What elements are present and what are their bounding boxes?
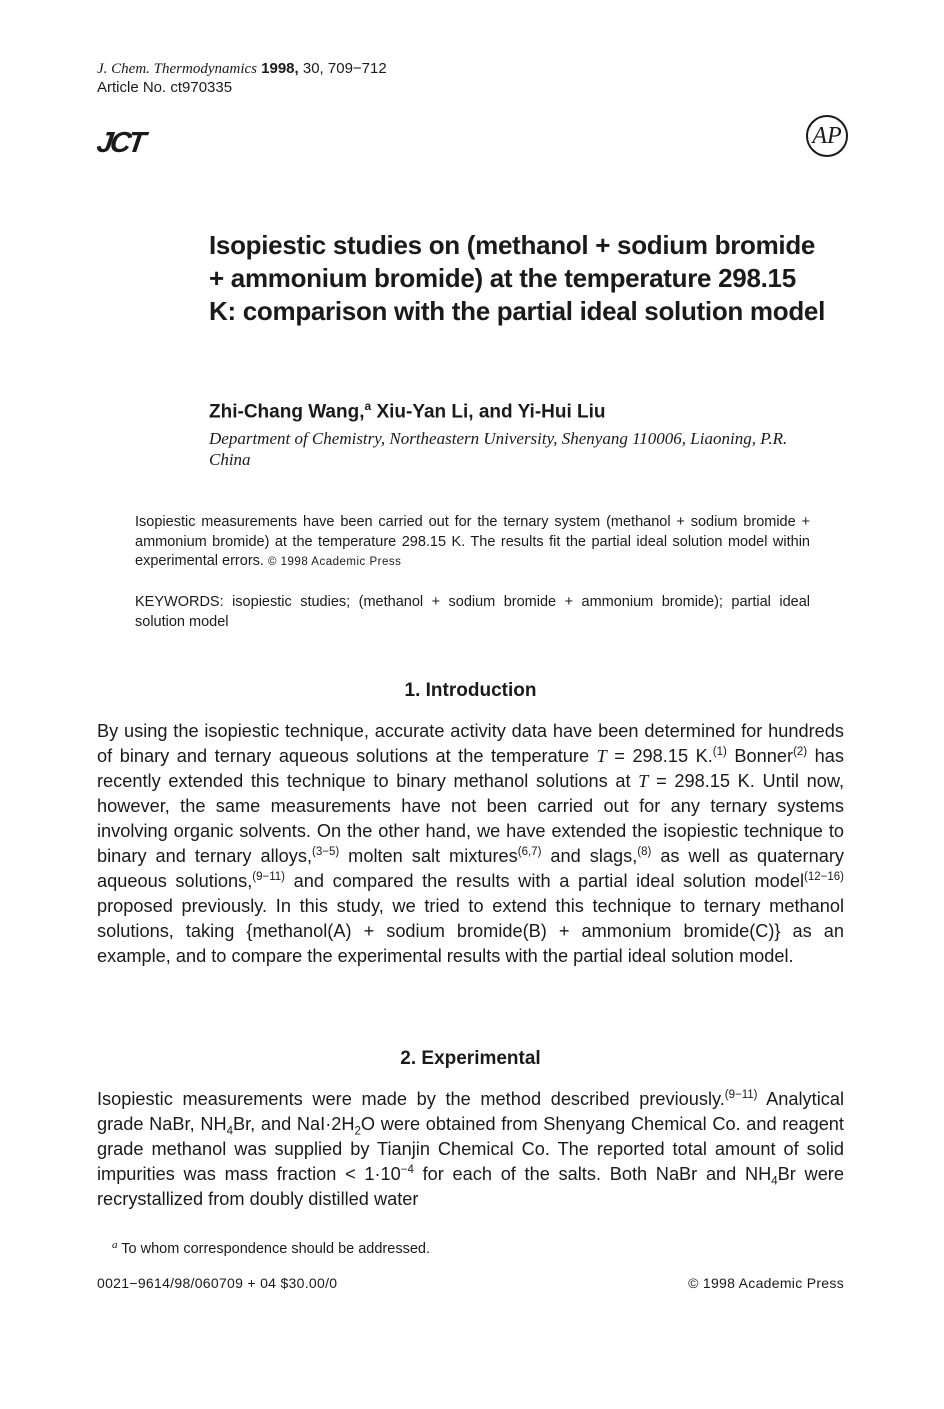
journal-citation bbox=[97, 59, 387, 79]
keywords: KEYWORDS: isopiestic studies; (methanol + sodium bromide + ammonium bromide); partial ideal solution model bbox=[135, 594, 810, 630]
subscript: 4 bbox=[771, 1175, 778, 1188]
author-names-rest: Xiu-Yan Li, and Yi-Hui Liu bbox=[371, 401, 606, 423]
affiliation: Department of Chemistry, Northeastern University, Shenyang 110006, Liaoning, P.R. China bbox=[209, 429, 788, 469]
journal-year: 1998, bbox=[261, 60, 299, 77]
text-run: Bonner bbox=[726, 746, 794, 766]
text-run: By using the isopiestic technique, accurate activity data have been determined for hundreds of binary and ternary aqueous solutions at the temperature bbox=[97, 721, 844, 766]
paper-title: Isopiestic studies on (methanol + sodium bromide + ammonium bromide) at the temperature 298.15 K: comparison with the partial ideal solution model bbox=[209, 230, 825, 326]
subscript: 4 bbox=[226, 1125, 233, 1138]
subscript: 2 bbox=[354, 1125, 361, 1138]
section-heading-introduction: 1. Introduction bbox=[404, 680, 537, 701]
footer-copyright: © 1998 Academic Press bbox=[688, 1275, 844, 1291]
text-run: O were obtained from Shenyang Chemical Co. and reagent grade methanol was supplied by Tianjin Chemical Co. The reported total amount of solid impurities was mass fraction < 1·10 bbox=[97, 1114, 844, 1184]
citation: (6,7) bbox=[517, 845, 542, 858]
text-run: for each of the salts. Both NaBr and NH bbox=[413, 1164, 772, 1184]
superscript: −4 bbox=[400, 1163, 414, 1176]
text-run: and compared the results with a partial ideal solution model bbox=[284, 871, 805, 891]
experimental-paragraph bbox=[97, 1087, 844, 1212]
abstract bbox=[135, 513, 810, 573]
introduction-paragraph bbox=[97, 719, 844, 969]
citation: (12−16) bbox=[804, 870, 844, 883]
citation: (1) bbox=[712, 745, 727, 758]
text-run: Br, and NaI·2H bbox=[233, 1114, 355, 1134]
academic-press-logo: AP bbox=[806, 115, 848, 157]
text-run: = 298.15 K. Until now, however, the same measurements have not been carried out for any ternary systems involving organic solvents. On the other hand, we have extended the isopiestic technique to binary and ternary alloys, bbox=[97, 771, 845, 866]
footnote-mark: a bbox=[112, 1239, 118, 1251]
citation: (2) bbox=[793, 745, 808, 758]
footer-issn-price: 0021−9614/98/060709 + 04 $30.00/0 bbox=[97, 1275, 338, 1291]
footnote bbox=[112, 1236, 430, 1259]
text-run: has recently extended this technique to binary methanol solutions at bbox=[97, 746, 844, 791]
journal-volume-pages: 30, 709−712 bbox=[298, 60, 387, 77]
author-name: Zhi-Chang Wang, bbox=[209, 401, 365, 423]
text-run: molten salt mixtures bbox=[339, 846, 518, 866]
journal-name: J. Chem. Thermodynamics bbox=[97, 61, 257, 77]
citation: (9−11) bbox=[252, 870, 285, 883]
jct-logo: JCT bbox=[94, 127, 146, 159]
footnote-text: To whom correspondence should be addressed. bbox=[117, 1241, 430, 1257]
text-run: as well as quaternary aqueous solutions, bbox=[97, 846, 844, 891]
text-run: = 298.15 K. bbox=[606, 746, 713, 766]
text-run: Br were recrystallized from doubly distilled water bbox=[97, 1164, 844, 1209]
article-number: Article No. ct970335 bbox=[97, 79, 233, 96]
author-footnote-mark: a bbox=[364, 399, 372, 413]
abstract-copyright: © 1998 Academic Press bbox=[267, 556, 402, 568]
text-run: Isopiestic measurements were made by the method described previously. bbox=[97, 1089, 725, 1109]
author-list bbox=[209, 394, 606, 424]
text-run: proposed previously. In this study, we tried to extend this technique to ternary methanol solutions, taking {methanol(A) + sodium bromide(B) + ammonium bromide(C)} as an example, and to compare the experimental results with the partial ideal solution model. bbox=[97, 896, 844, 966]
symbol-temperature: T bbox=[638, 771, 649, 791]
text-run: Analytical grade NaBr, NH bbox=[97, 1089, 844, 1134]
text-run: and slags, bbox=[541, 846, 638, 866]
citation: (3−5) bbox=[312, 845, 340, 858]
symbol-temperature: T bbox=[596, 746, 607, 766]
abstract-text: Isopiestic measurements have been carried out for the ternary system (methanol + sodium bromide + ammonium bromide) at the temperature 298.15 K. The results fit the partial ideal solution model within experimental errors. bbox=[135, 514, 810, 569]
citation: (9−11) bbox=[724, 1088, 758, 1101]
section-heading-experimental: 2. Experimental bbox=[400, 1048, 541, 1069]
citation: (8) bbox=[637, 845, 652, 858]
